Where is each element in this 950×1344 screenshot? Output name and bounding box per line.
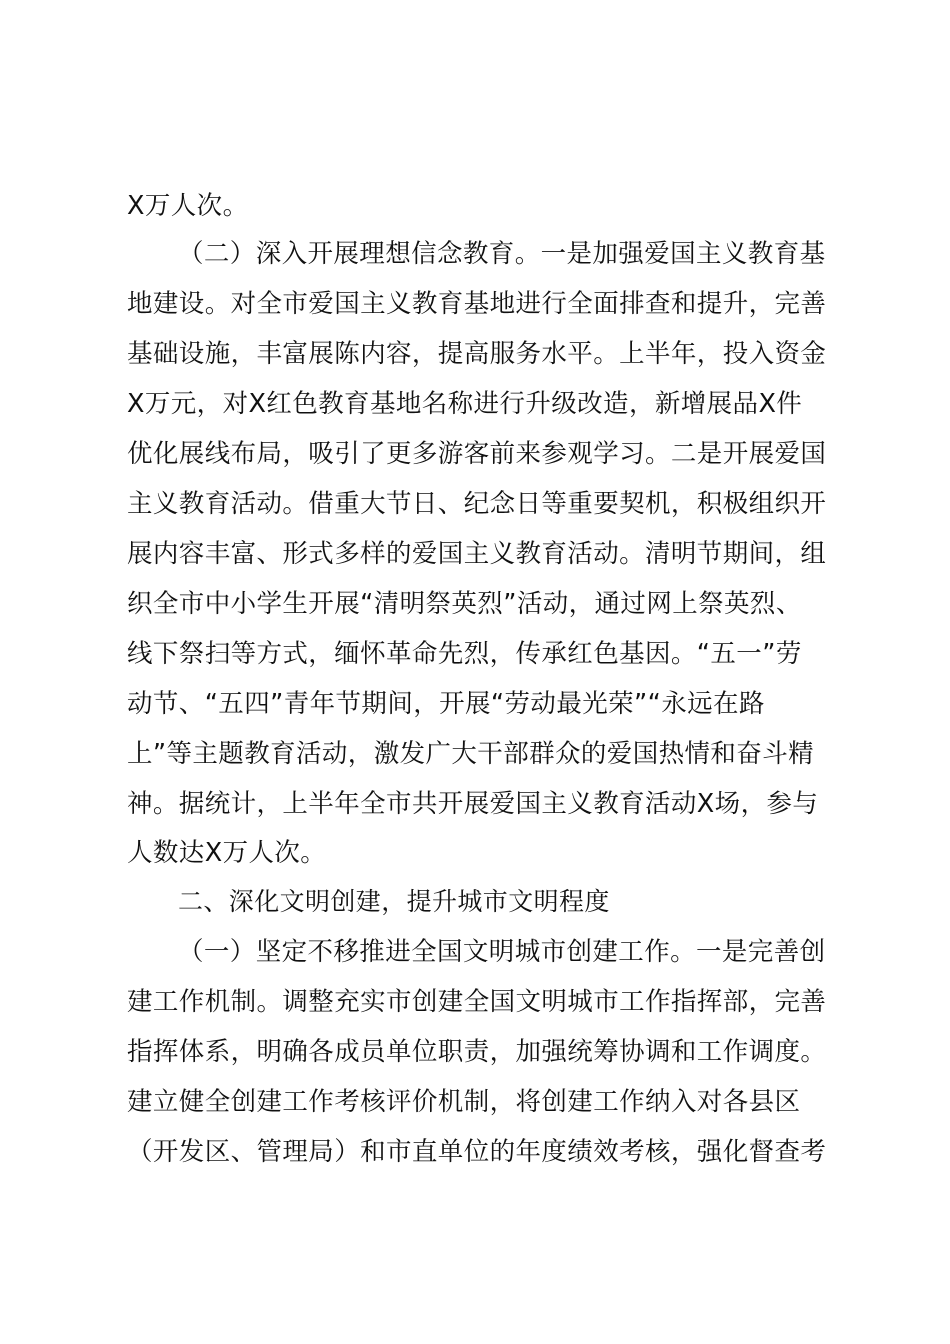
text-line-9: 织全市中小学生开展“清明祭英烈”活动，通过网上祭英烈、 bbox=[127, 589, 802, 619]
text-line-18: 指挥体系，明确各成员单位职责，加强统筹协调和工作调度。 bbox=[127, 1037, 827, 1067]
text-line-8: 展内容丰富、形式多样的爱国主义教育活动。清明节期间，组 bbox=[127, 539, 827, 569]
text-line-19: 建立健全创建工作考核评价机制，将创建工作纳入对各县区 bbox=[127, 1087, 801, 1117]
text-line-6: 优化展线布局，吸引了更多游客前来参观学习。二是开展爱国 bbox=[127, 439, 827, 469]
section-heading: 二、深化文明创建，提升城市文明程度 bbox=[178, 887, 610, 916]
text-line-17: 建工作机制。调整充实市创建全国文明城市工作指挥部，完善 bbox=[127, 987, 827, 1017]
text-line-12: 上”等主题教育活动，激发广大干部群众的爱国热情和奋斗精 bbox=[127, 739, 815, 769]
text-line-11: 动节、“五四”青年节期间，开展“劳动最光荣”“永远在路 bbox=[127, 689, 765, 719]
text-line-10: 线下祭扫等方式，缅怀革命先烈，传承红色基因。“五一”劳 bbox=[127, 639, 802, 669]
text-line-13: 神。据统计，上半年全市共开展爱国主义教育活动X场，参与 bbox=[127, 789, 819, 819]
text-line-4: 基础设施，丰富展陈内容，提高服务水平。上半年，投入资金 bbox=[127, 339, 827, 369]
text-line-7: 主义教育活动。借重大节日、纪念日等重要契机，积极组织开 bbox=[127, 489, 827, 519]
text-line-14: 人数达X万人次。 bbox=[127, 838, 327, 868]
text-line-20: （开发区、管理局）和市直单位的年度绩效考核，强化督查考 bbox=[127, 1137, 827, 1167]
text-line-5: X万元，对X红色教育基地名称进行升级改造，新增展品X件 bbox=[127, 389, 803, 419]
text-line-3: 地建设。对全市爱国主义教育基地进行全面排查和提升，完善 bbox=[127, 289, 827, 319]
text-line-16: （一）坚定不移推进全国文明城市创建工作。一是完善创 bbox=[178, 937, 826, 967]
text-line-2: （二）深入开展理想信念教育。一是加强爱国主义教育基 bbox=[178, 239, 826, 269]
text-line-1: X万人次。 bbox=[127, 191, 249, 221]
